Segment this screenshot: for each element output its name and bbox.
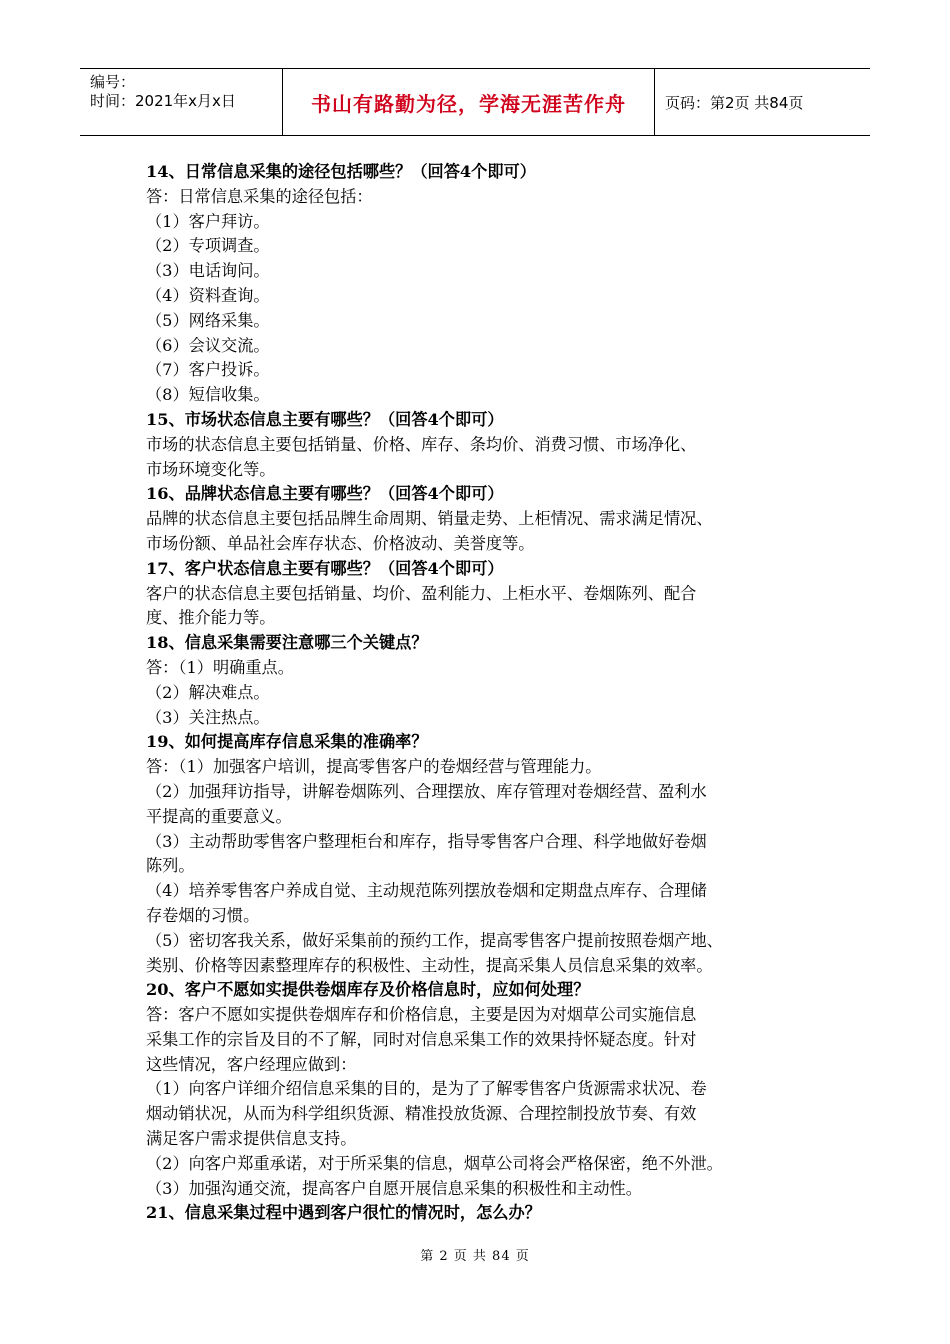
question-heading: 15、市场状态信息主要有哪些？（回答4个即可） — [146, 409, 504, 429]
question-heading: 19、如何提高库存信息采集的准确率？ — [146, 732, 428, 752]
question-heading: 17、客户状态信息主要有哪些？（回答4个即可） — [146, 558, 504, 578]
number-label: 编号： — [90, 73, 136, 91]
answer-line: 市场份额、单品社会库存状态、价格波动、美誉度等。 — [146, 533, 535, 553]
answer-line: 采集工作的宗旨及目的不了解，同时对信息采集工作的效果持怀疑态度。针对 — [146, 1029, 697, 1049]
question-heading: 20、客户不愿如实提供卷烟库存及价格信息时，应如何处理？ — [146, 980, 590, 1000]
answer-line: 烟动销状况，从而为科学组织货源、精准投放货源、合理控制投放节奏、有效 — [146, 1104, 697, 1124]
answer-line: （4）培养零售客户养成自觉、主动规范陈列摆放卷烟和定期盘点库存、合理储 — [146, 881, 707, 901]
answer-line: （3）电话询问。 — [146, 261, 270, 281]
question-heading: 16、品牌状态信息主要有哪些？（回答4个即可） — [146, 484, 504, 504]
answer-line: 市场环境变化等。 — [146, 459, 276, 479]
answer-line: 答：（1）加强客户培训，提高零售客户的卷烟经营与管理能力。 — [146, 757, 602, 777]
header-meta-cell — [80, 69, 283, 135]
answer-line: （2）解决难点。 — [146, 682, 270, 702]
answer-line: 满足客户需求提供信息支持。 — [146, 1129, 357, 1149]
question-heading: 18、信息采集需要注意哪三个关键点？ — [146, 633, 428, 653]
answer-line: 陈列。 — [146, 856, 195, 876]
time-label: 时间：2021年x月x日 — [90, 92, 236, 110]
document-body — [146, 160, 826, 1226]
answer-line: （2）专项调查。 — [146, 236, 270, 256]
answer-line: （1）客户拜访。 — [146, 211, 270, 231]
answer-line: （7）客户投诉。 — [146, 360, 270, 380]
page-info: 页码：第2页 共84页 — [665, 93, 804, 112]
answer-line: 这些情况，客户经理应做到： — [146, 1054, 357, 1074]
answer-line: 答：（1）明确重点。 — [146, 657, 294, 677]
answer-line: （6）会议交流。 — [146, 335, 270, 355]
answer-line: 客户的状态信息主要包括销量、均价、盈利能力、上柜水平、卷烟陈列、配合 — [146, 583, 697, 603]
answer-line: （3）关注热点。 — [146, 707, 270, 727]
answer-line: （8）短信收集。 — [146, 385, 270, 405]
answer-line: 平提高的重要意义。 — [146, 806, 292, 826]
answer-line: （3）加强沟通交流，提高客户自愿开展信息采集的积极性和主动性。 — [146, 1178, 642, 1198]
header-page-cell — [655, 69, 870, 135]
page-header — [80, 68, 870, 136]
question-heading: 14、日常信息采集的途径包括哪些？（回答4个即可） — [146, 162, 536, 181]
answer-line: 市场的状态信息主要包括销量、价格、库存、条均价、消费习惯、市场净化、 — [146, 434, 697, 454]
answer-line: （5）网络采集。 — [146, 310, 270, 330]
answer-line: （3）主动帮助零售客户整理柜台和库存，指导零售客户合理、科学地做好卷烟 — [146, 831, 707, 851]
answer-line: 存卷烟的习惯。 — [146, 905, 260, 925]
answer-line: （1）向客户详细介绍信息采集的目的，是为了了解零售客户货源需求状况、卷 — [146, 1079, 707, 1099]
header-motto-cell — [283, 69, 655, 135]
answer-line: （4）资料查询。 — [146, 285, 270, 305]
motto-text: 书山有路勤为径，学海无涯苦作舟 — [311, 91, 626, 116]
answer-line: （5）密切客我关系，做好采集前的预约工作，提高零售客户提前按照卷烟产地、 — [146, 930, 723, 950]
answer-line: （2）加强拜访指导，讲解卷烟陈列、合理摆放、库存管理对卷烟经营、盈利水 — [146, 781, 707, 801]
page-footer: 第 2 页 共 84 页 — [420, 1249, 530, 1264]
answer-line: （2）向客户郑重承诺，对于所采集的信息，烟草公司将会严格保密，绝不外泄。 — [146, 1153, 723, 1173]
answer-line: 品牌的状态信息主要包括品牌生命周期、销量走势、上柜情况、需求满足情况、 — [146, 509, 713, 529]
answer-line: 答：客户不愿如实提供卷烟库存和价格信息，主要是因为对烟草公司实施信息 — [146, 1005, 697, 1025]
answer-line: 类别、价格等因素整理库存的积极性、主动性，提高采集人员信息采集的效率。 — [146, 955, 713, 975]
answer-line: 答：日常信息采集的途径包括： — [146, 186, 373, 206]
question-heading: 21、信息采集过程中遇到客户很忙的情况时，怎么办？ — [146, 1203, 541, 1223]
answer-line: 度、推介能力等。 — [146, 608, 276, 628]
